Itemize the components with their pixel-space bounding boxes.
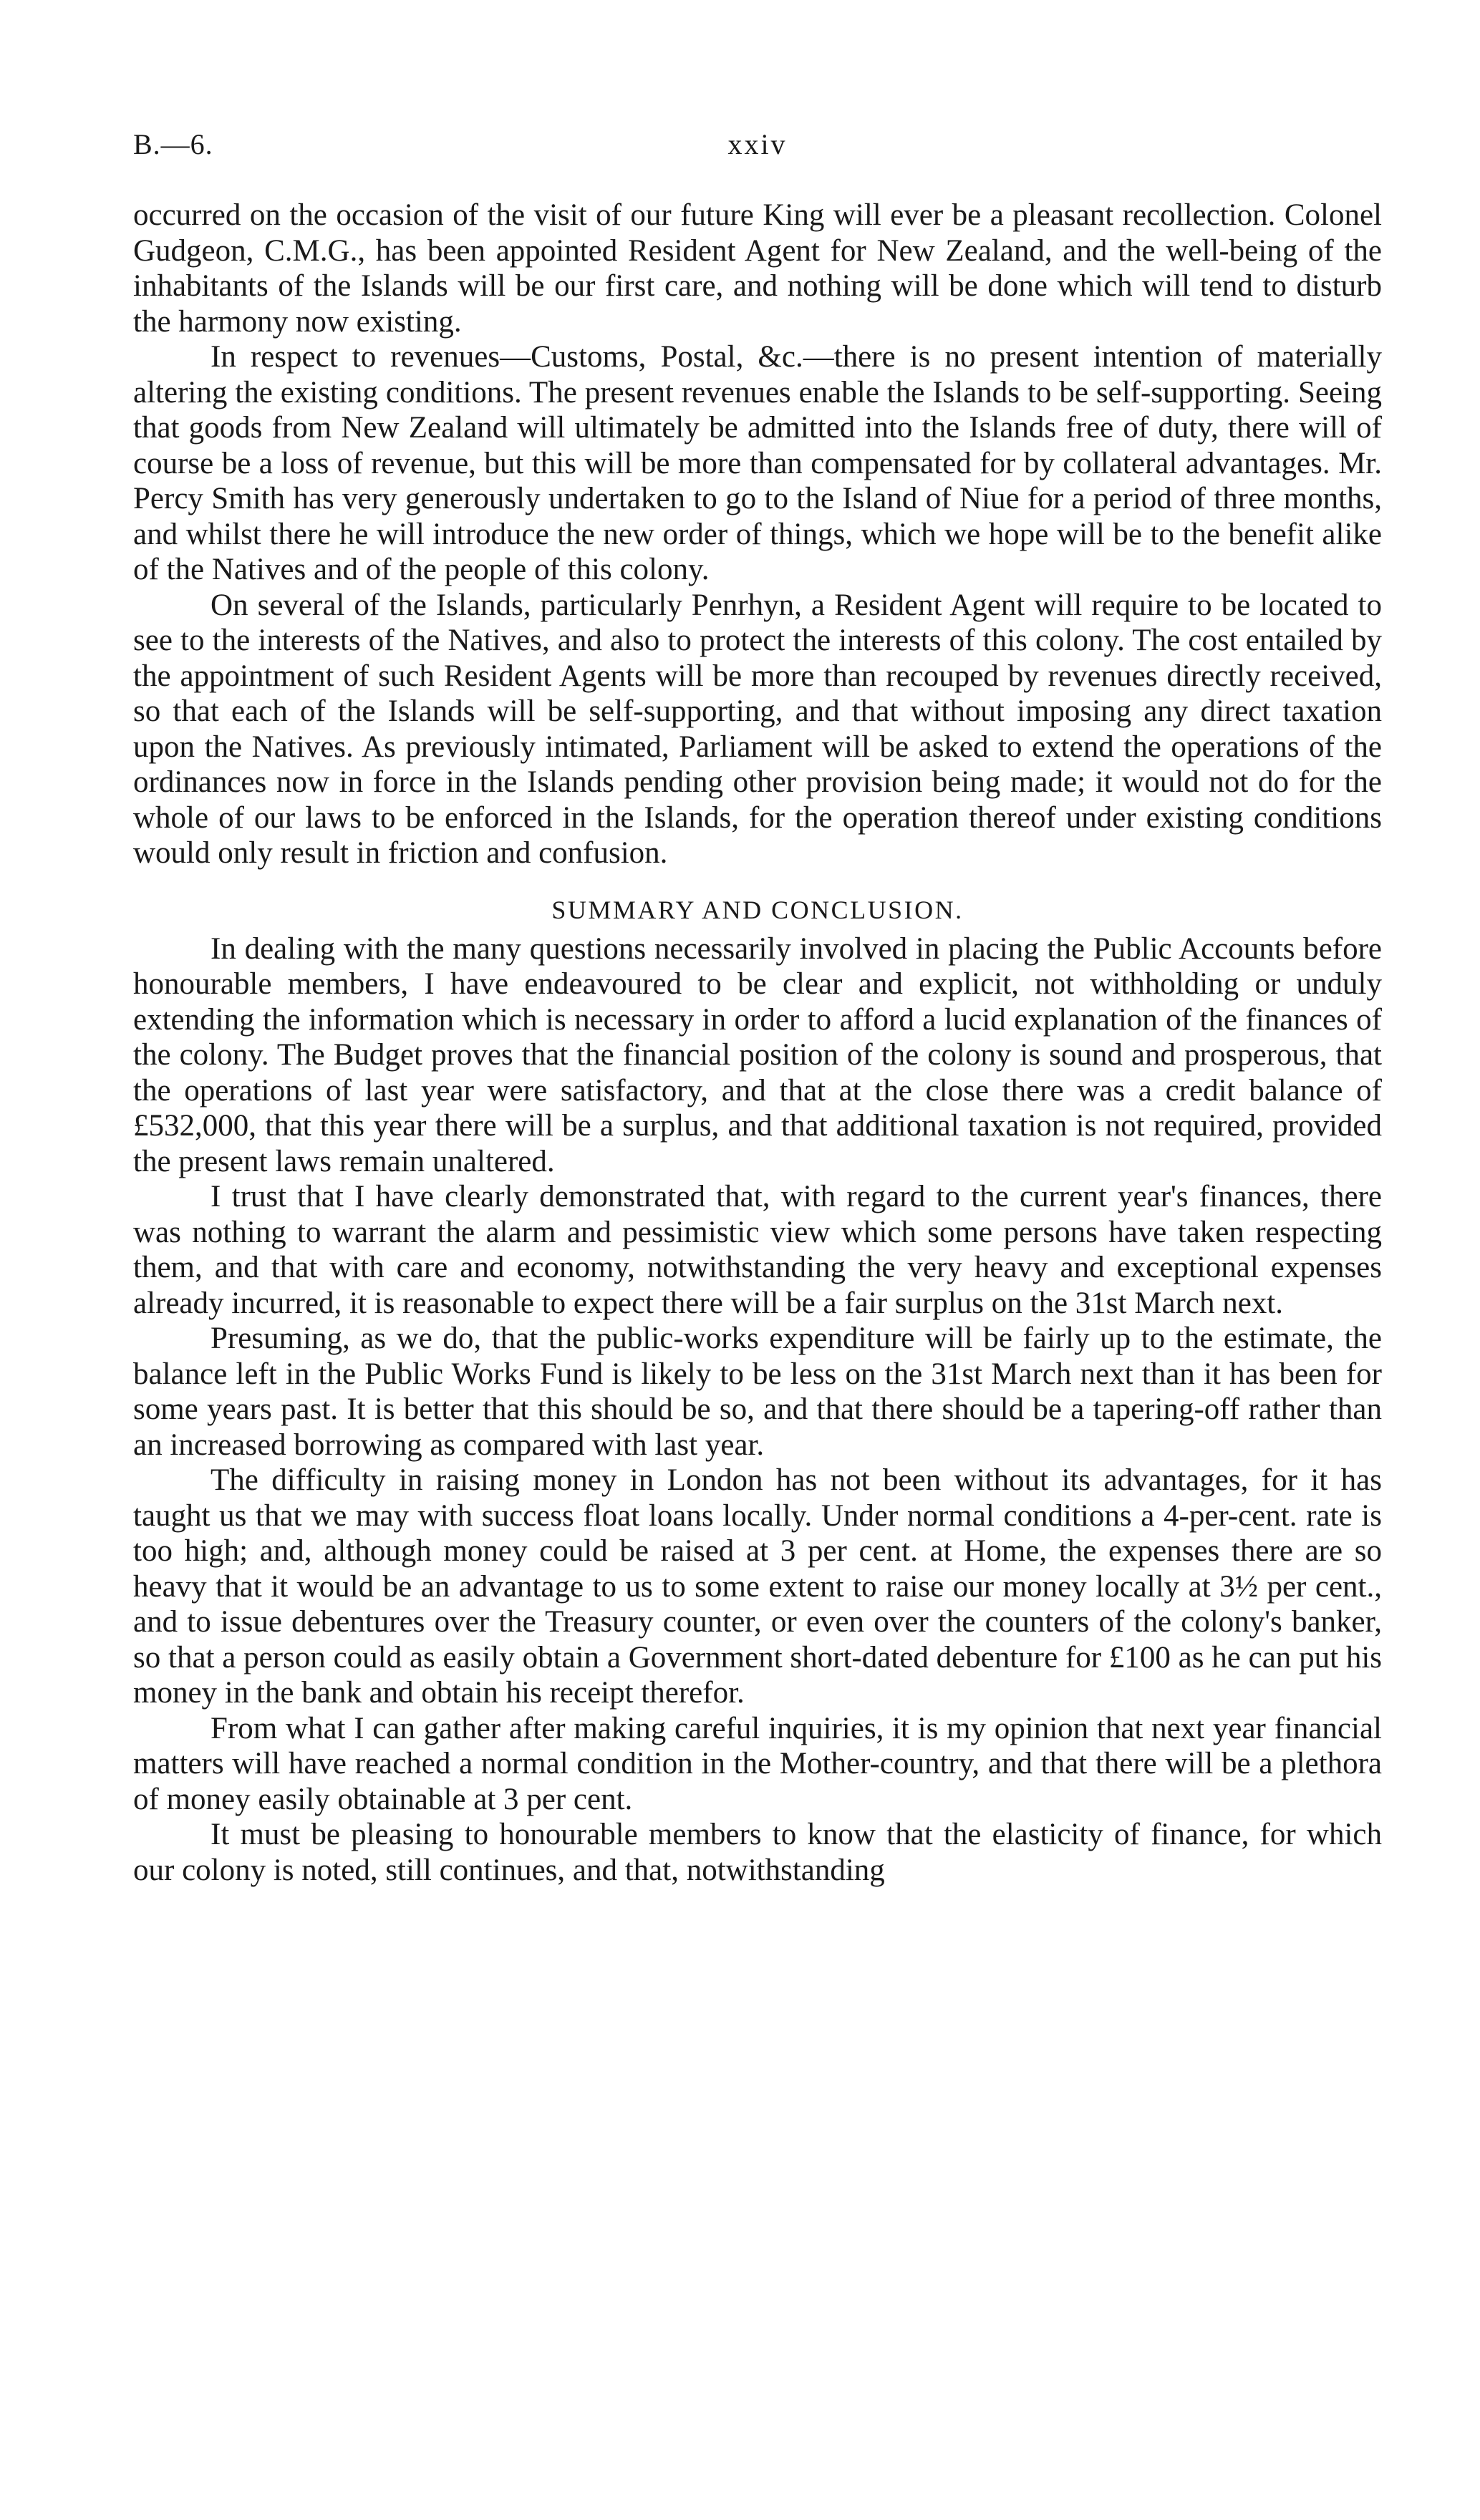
paragraph: The difficulty in raising money in London has not been without its advantages, for it has taught us that we may with success float loans locally. Under normal conditions a 4-per-cent. rate is too high; and, although money could be raised at 3 per cent. at Home, the expenses there are so heavy that it would be an advantage to us to some extent to raise our money locally at 3½ per cent., and to issue debentures over the Treasury counter, or even over the counters of the colony's banker, so that a person could as easily obtain a Government short-dated debenture for £100 as he can put his money in the bank and obtain his receipt therefor. xyxy=(133,1463,1382,1710)
paragraph: On several of the Islands, particularly Penrhyn, a Resident Agent will require to be located to see to the interests of the Natives, and also to protect the interests of this colony. The cost entailed by the appointment of such Resident Agents will be more than recouped by revenues directly received, so that each of the Islands will be self-supporting, and that without imposing any direct taxation upon the Natives. As previously intimated, Parliament will be asked to extend the operations of the ordinances now in force in the Islands pending other provision being made; it would not do for the whole of our laws to be enforced in the Islands, for the operation thereof under existing conditions would only result in friction and confusion. xyxy=(133,588,1382,870)
page-header xyxy=(133,127,1382,170)
paragraph: I trust that I have clearly demonstrated that, with regard to the current year's finances, there was nothing to warrant the alarm and pessimistic view which some persons have taken respecting them, and that with care and economy, notwithstanding the very heavy and exceptional expenses already incurred, it is reasonable to expect there will be a fair surplus on the 31st March next. xyxy=(133,1180,1382,1320)
paragraph: occurred on the occasion of the visit of our future King will ever be a pleasant recollection. Colonel Gudgeon, C.M.G., has been appointed Resident Agent for New Zealand, and the well-being of the inhabitants of the Islands will be our first care, and nothing will be done which will tend to disturb the harmony now existing. xyxy=(133,198,1382,339)
document-page xyxy=(133,127,1382,1888)
paragraph: Presuming, as we do, that the public-works expenditure will be fairly up to the estimate, the balance left in the Public Works Fund is likely to be less on the 31st March next than it has been for some years past. It is better that this should be so, and that there should be a tapering-off rather than an increased borrowing as compared with last year. xyxy=(133,1322,1382,1462)
document-reference: B.—6. xyxy=(133,128,213,160)
paragraph: It must be pleasing to honourable members to know that the elasticity of finance, for which our colony is noted, still continues, and that, notwithstanding xyxy=(133,1818,1382,1887)
paragraph: In dealing with the many questions necessarily involved in placing the Public Accounts before honourable members, I have endeavoured to be clear and explicit, not withholding or unduly extending the information which is necessary in order to afford a lucid explanation of the finances of the colony. The Budget proves that the financial position of the colony is sound and prosperous, that the operations of last year were satisfactory, and that at the close there was a credit balance of £532,000, that this year there will be a surplus, and that additional taxation is not required, provided the present laws remain unaltered. xyxy=(133,931,1382,1178)
section-heading: SUMMARY AND CONCLUSION. xyxy=(551,895,964,924)
paragraph: From what I can gather after making careful inquiries, it is my opinion that next year financial matters will have reached a normal condition in the Mother-country, and that there will be a plethora of money easily obtainable at 3 per cent. xyxy=(133,1711,1382,1816)
paragraph: In respect to revenues—Customs, Postal, &c.—there is no present intention of materially altering the existing conditions. The present revenues enable the Islands to be self-supporting. Seeing that goods from New Zealand will ultimately be admitted into the Islands free of duty, there will of course be a loss of revenue, but this will be more than compensated for by collateral advantages. Mr. Percy Smith has very generously undertaken to go to the Island of Niue for a period of three months, and whilst there he will introduce the new order of things, which we hope will be to the benefit alike of the Natives and of the people of this colony. xyxy=(133,340,1382,586)
page-number: xxiv xyxy=(727,128,788,160)
body-text xyxy=(133,198,1382,1888)
